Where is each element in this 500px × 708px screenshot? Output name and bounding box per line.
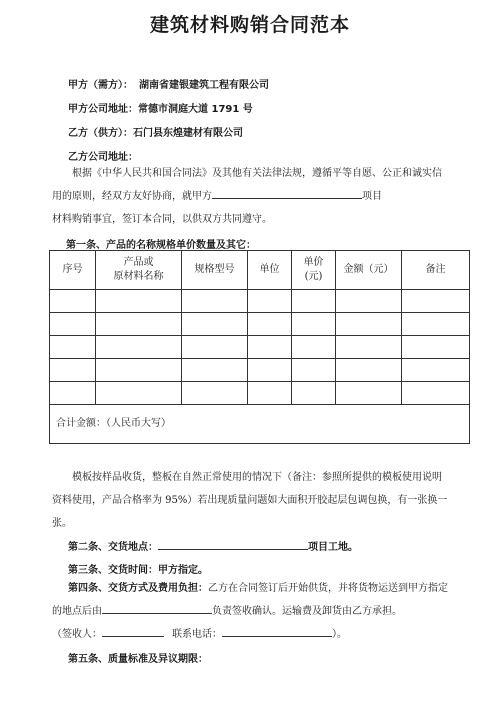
- table-header-text: 金额（元）: [343, 264, 394, 275]
- intro-part2: 项目: [362, 191, 382, 202]
- table-body: [50, 290, 470, 444]
- sign-recipient-blank: [102, 625, 164, 637]
- table-header-cell: [336, 251, 402, 290]
- table-cell[interactable]: [402, 336, 470, 359]
- table-cell[interactable]: [248, 336, 292, 359]
- article1-heading: 第一条、产品的名称规格单价数量及其它：: [66, 240, 256, 251]
- table-row: [50, 382, 470, 405]
- sign-open: （签收人：: [52, 629, 102, 640]
- table-cell[interactable]: [248, 359, 292, 382]
- table-cell[interactable]: [182, 382, 248, 405]
- table-header-cell: [96, 251, 182, 290]
- table-header-row: [50, 251, 470, 290]
- sign-close: ）。: [332, 629, 347, 640]
- party-b-label: 乙方（供方）：: [68, 128, 133, 139]
- table-cell[interactable]: [292, 359, 336, 382]
- table-header-text: 单价: [303, 257, 324, 268]
- party-b-line: [68, 124, 243, 139]
- table-cell[interactable]: [402, 382, 470, 405]
- party-b-address-line: [68, 148, 138, 163]
- table-header-text: 产品或: [123, 257, 154, 268]
- table-cell[interactable]: [96, 290, 182, 313]
- table-header-text: 单位: [259, 264, 280, 275]
- table-cell[interactable]: [292, 313, 336, 336]
- intro-project-blank: [212, 187, 362, 199]
- table-cell[interactable]: [50, 313, 96, 336]
- party-a-value: 湖南省建银建筑工程有限公司: [139, 80, 269, 91]
- intro-part1: 根据《中华人民共和国合同法》及其他有关法律法规，遵循平等自愿、公正和诚实信用的原则，经双方友好协商，就甲方: [52, 168, 442, 202]
- table-cell[interactable]: [50, 336, 96, 359]
- table-row: [50, 313, 470, 336]
- delivery-location-blank: [158, 538, 308, 550]
- article4-text2: 负责签收确认。运输费及卸货由乙方承担。: [212, 606, 402, 617]
- table-cell[interactable]: [402, 313, 470, 336]
- table-header-text: 序号: [62, 264, 83, 275]
- table-cell[interactable]: [336, 290, 402, 313]
- table-row: [50, 359, 470, 382]
- table-cell[interactable]: [96, 382, 182, 405]
- article5-line: 第五条、质量标准及异议期限：: [68, 654, 208, 665]
- table-cell[interactable]: [248, 290, 292, 313]
- table-header-text: 规格型号: [194, 264, 235, 275]
- party-b-address-label: 乙方公司地址：: [68, 152, 138, 163]
- product-table: [49, 250, 470, 444]
- table-cell[interactable]: [336, 336, 402, 359]
- article4-label: 第四条、交货方式及费用负担：: [68, 583, 208, 594]
- signer-blank: [102, 602, 212, 614]
- table-cell[interactable]: [402, 359, 470, 382]
- party-a-address-value: 常德市洞庭大道 1791 号: [138, 104, 253, 115]
- total-row: [50, 405, 470, 444]
- table-cell[interactable]: [96, 336, 182, 359]
- table-cell[interactable]: [96, 359, 182, 382]
- table-header-text: (元): [304, 271, 323, 282]
- table-cell[interactable]: [292, 336, 336, 359]
- article2-suffix: 项目工地。: [308, 542, 358, 553]
- table-cell[interactable]: [50, 290, 96, 313]
- table-header-cell: [402, 251, 470, 290]
- party-a-line: [68, 76, 269, 91]
- table-cell[interactable]: [182, 290, 248, 313]
- article2-line: [68, 538, 358, 553]
- party-a-address-line: [68, 100, 253, 115]
- table-cell[interactable]: [402, 290, 470, 313]
- template-note: 模板按样品收货，整板在自然正常使用的情况下（备注：参照所提供的模板使用说明资料使用，产品合格率为 95%）若出现质量问题如大面积开胶起层包调包换，有一张换一张。: [52, 472, 448, 529]
- table-row: [50, 290, 470, 313]
- table-cell[interactable]: [336, 382, 402, 405]
- article4-text1: 乙方在合同签订后开始供货，并将货物运送到甲方指定的地点后由: [52, 583, 448, 617]
- intro-part3: 材料购销事宜，签订本合同，以供双方共同遵守。: [52, 214, 272, 225]
- table-cell[interactable]: [248, 382, 292, 405]
- table-cell[interactable]: [182, 359, 248, 382]
- total-amount-cell[interactable]: 合计金额：（人民币大写）: [50, 405, 470, 444]
- table-header-cell: [292, 251, 336, 290]
- table-header-cell: [182, 251, 248, 290]
- article3-line: 第三条、交货时间：甲方指定。: [68, 565, 208, 576]
- table-cell[interactable]: [292, 290, 336, 313]
- table-header-cell: [248, 251, 292, 290]
- table-cell[interactable]: [50, 382, 96, 405]
- phone-label: 联系电话：: [172, 629, 222, 640]
- table-row: [50, 336, 470, 359]
- table-cell[interactable]: [182, 336, 248, 359]
- intro-paragraph: [52, 162, 448, 231]
- party-b-value: 石门县东煌建材有限公司: [133, 128, 243, 139]
- table-cell[interactable]: [50, 359, 96, 382]
- document-title: 建筑材料购销合同范本: [149, 14, 350, 36]
- article2-label: 第二条、交货地点：: [68, 542, 158, 553]
- phone-blank: [222, 625, 332, 637]
- table-cell[interactable]: [292, 382, 336, 405]
- table-cell[interactable]: [96, 313, 182, 336]
- article4-paragraph: [52, 577, 448, 646]
- table-cell[interactable]: [248, 313, 292, 336]
- table-cell[interactable]: [336, 313, 402, 336]
- table-cell[interactable]: [182, 313, 248, 336]
- table-cell[interactable]: [336, 359, 402, 382]
- party-a-label: 甲方（需方）：: [68, 80, 133, 91]
- table-header-text: 备注: [425, 264, 446, 275]
- table-header-text: 原材料名称: [113, 271, 164, 282]
- party-a-address-label: 甲方公司地址：: [68, 104, 138, 115]
- table-header-cell: [50, 251, 96, 290]
